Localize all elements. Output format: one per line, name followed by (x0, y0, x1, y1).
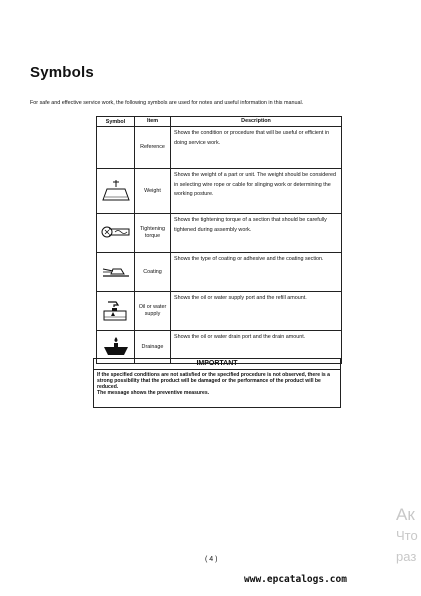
item-cell: Drainage (135, 331, 171, 364)
table-row (97, 127, 342, 169)
site-url: www.epcatalogs.com (244, 574, 347, 585)
symbols-table (96, 116, 342, 364)
description-cell: Shows the type of coating or adhesive and the coating section. (171, 253, 342, 292)
coating-brush-icon (97, 253, 135, 292)
watermark-line: Ак (396, 505, 415, 524)
header-description: Description (171, 117, 342, 127)
torque-wrench-icon (97, 214, 135, 253)
item-cell: Weight (135, 169, 171, 214)
header-symbol: Symbol (97, 117, 135, 127)
item-cell: Coating (135, 253, 171, 292)
page-number: ( 4 ) (205, 556, 218, 563)
important-notice (93, 358, 341, 408)
intro-text: For safe and effective service work, the following symbols are used for notes and useful information in this manual. (30, 100, 304, 106)
item-cell: Tightening torque (135, 214, 171, 253)
watermark-line: раз (396, 549, 417, 564)
important-text: If the specified conditions are not satisfied or the specified procedure is not observed, there is a strong possibility that the product will be damaged or the performance of the product will be reduced. (97, 372, 330, 391)
hanging-weight-icon (97, 169, 135, 214)
description-cell: Shows the weight of a part or unit. The weight should be considered in selecting wire rope or cable for slinging work or determining the working posture. (171, 169, 342, 214)
table-row (97, 214, 342, 253)
activation-watermark (396, 504, 418, 567)
important-heading: IMPORTANT (94, 359, 340, 370)
important-body (94, 370, 340, 398)
description-cell: Shows the oil or water supply port and the refill amount. (171, 292, 342, 331)
table-row (97, 253, 342, 292)
table-row (97, 169, 342, 214)
item-cell: Reference (135, 127, 171, 169)
table-row (97, 292, 342, 331)
oil-supply-icon (97, 292, 135, 331)
description-cell: Shows the tightening torque of a section that should be carefully tightened during assembly work. (171, 214, 342, 253)
important-note: The message shows the preventive measures. (97, 390, 210, 397)
page-title: Symbols (30, 64, 94, 81)
description-cell: Shows the oil or water drain port and the drain amount. (171, 331, 342, 364)
hand-pointing-icon (97, 127, 135, 169)
table-header-row (97, 117, 342, 127)
watermark-line: Что (396, 528, 418, 543)
description-cell: Shows the condition or procedure that will be useful or efficient in doing service work. (171, 127, 342, 169)
header-item: Item (135, 117, 171, 127)
item-cell: Oil or water supply (135, 292, 171, 331)
